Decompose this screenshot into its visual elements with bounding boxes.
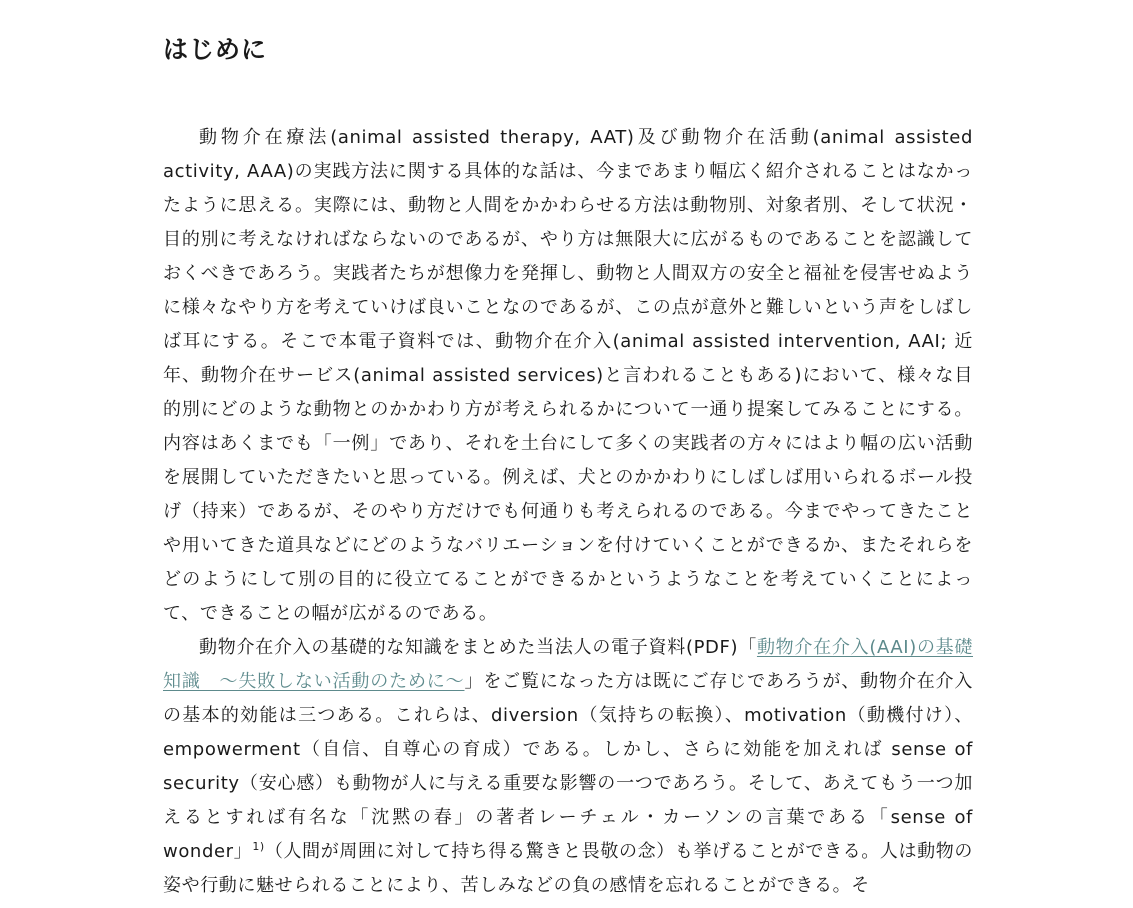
paragraph-1-text: 動物介在療法(animal assisted therapy, AAT)及び動物介在活動(animal assisted activity, AAA)の実践方法に関する具体的な話は、今まであまり幅広く紹介されることはなかったように思える。実際には、動物と人間をかかわらせる方法は動物別、対象者別、そして状況・目的別に考えなければならないのであるが、やり方は無限大に広がるものであることを認識しておくべきであろう。実践者たちが想像力を発揮し、動物と人間双方の安全と福祉を侵害せぬように様々なやり方を考えていけば良いことなのであるが、この点が意外と難しいという声をしばしば耳にする。そこで本電子資料では、動物介在介入(animal assisted intervention, AAI; 近年、動物介在サービス(animal assisted services)と言われることもある)において、様々な目的別にどのような動物とのかかわり方が考えられるかについて一通り提案してみることにする。内容はあくまでも「一例」であり、それを土台にして多くの実践者の方々にはより幅の広い活動を展開していただきたいと思っている。例えば、犬とのかかわりにしばしば用いられるボール投げ（持来）であるが、そのやり方だけでも何通りも考えられるのである。今までやってきたことや用いてきた道具などにどのようなバリエーションを付けていくことができるか、またそれらをどのようにして別の目的に役立てることができるかというようなことを考えていくことによって、できることの幅が広がるのである。 xyxy=(163,127,973,624)
document-page xyxy=(163,0,973,903)
paragraph-2-after-footnote: （人間が周囲に対して持ち得る驚きと畏敬の念）も挙げることができる。人は動物の姿や行動に魅せられることにより、苦しみなどの負の感情を忘れることができる。そ xyxy=(163,841,974,896)
paragraph-1 xyxy=(163,121,973,631)
page-title: はじめに xyxy=(163,35,268,64)
footnote-ref[interactable]: 1) xyxy=(252,840,265,853)
aai-basics-pdf-link[interactable]: 動物介在介入(AAI)の基礎知識 ～失敗しない活動のために～ xyxy=(163,637,974,692)
paragraph-2-before-link: 動物介在介入の基礎的な知識をまとめた当法人の電子資料(PDF)「 xyxy=(199,637,757,658)
paragraph-2 xyxy=(163,631,973,903)
body-text xyxy=(163,121,973,903)
paragraph-2-after-link: 」をご覧になった方は既にご存じであろうが、動物介在介入の基本的効能は三つある。これらは、diversion（気持ちの転換）、motivation（動機付け）、empowerment（自信、自尊心の育成）である。しかし、さらに効能を加えれば sense of security（安心感）も動物が人に与える重要な影響の一つであろう。そして、あえてもう一つ加えるとすれば有名な「沈黙の春」の著者レーチェル・カーソンの言葉である「sense of wonder」 xyxy=(163,671,973,862)
